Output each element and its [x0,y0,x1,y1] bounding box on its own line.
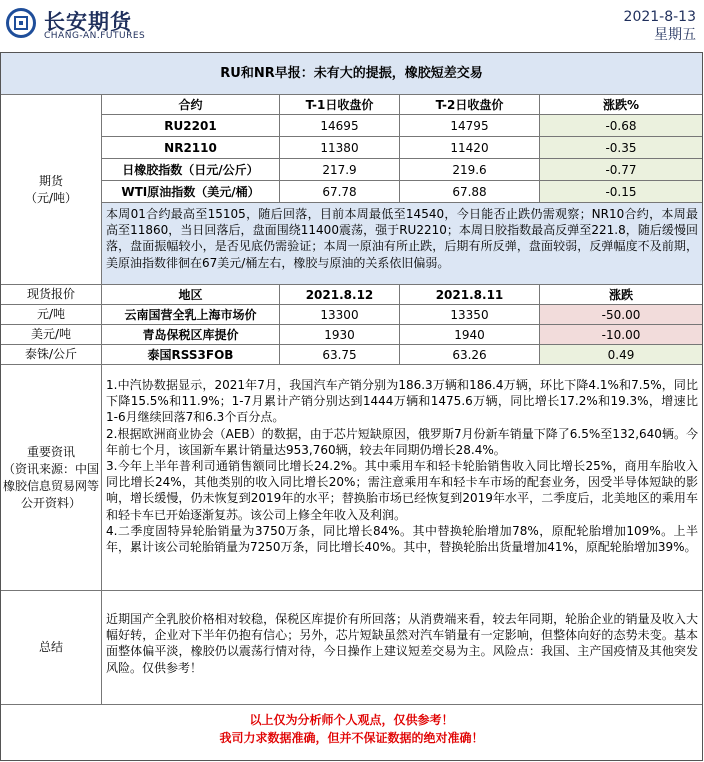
spot-row-unit: 元/吨 [1,305,102,325]
futures-label-title: 期货 [38,173,63,188]
futures-row-t2: 67.88 [400,181,540,203]
summary-label: 总结 [1,591,102,705]
brand-name: 长安期货 [44,10,132,34]
spot-row-d1: 1930 [280,325,400,345]
brand-name-en: CHANG-AN.FUTURES [44,31,146,41]
spot-row-d2: 1940 [400,325,540,345]
spot-row-d2: 13350 [400,305,540,325]
news-label-source: （资讯来源：中国橡胶信息贸易网等公开资料） [3,461,100,510]
disclaimer [1,705,702,760]
spot-row-unit: 美元/吨 [1,325,102,345]
futures-row-t1: 217.9 [280,159,400,181]
futures-row-change: -0.15 [540,181,702,203]
futures-col-change: 涨跌% [540,95,702,115]
futures-row-name: WTI原油指数（美元/桶） [102,181,280,203]
news-label [1,365,102,591]
spot-label: 现货报价 [1,285,102,305]
spot-col-change: 涨跌 [540,285,702,305]
futures-col-t2: T-2日收盘价 [400,95,540,115]
futures-row-t2: 14795 [400,115,540,137]
spot-row-d1: 63.75 [280,345,400,365]
report-date [624,8,696,44]
futures-row-change: -0.68 [540,115,702,137]
spot-row-name: 泰国RSS3FOB [102,345,280,365]
news-label-title: 重要资讯 [26,444,75,459]
futures-comment: 本周01合约最高至15105，随后回落，目前本周最低至14540，今日能否止跌仍需观察；NR10合约，本周最高至11860，当日回落后，盘面围绕11400震荡，强于RU2210；本周日胶指数最高反弹至221.8，随后缓慢回落，盘面振幅较小，是否见底仍需验证；本周一原油有所止跌，后期有所反弹，盘面较弱，反弹幅度不及前期，美原油指数徘徊在67美元/桶左右，橡胶与原油的关系依旧偏弱。 [102,203,702,285]
spot-row-change: -50.00 [540,305,702,325]
date-text: 2021-8-13 [623,9,696,25]
futures-label-unit: （元/吨） [24,190,78,205]
futures-row-t2: 219.6 [400,159,540,181]
futures-row-change: -0.77 [540,159,702,181]
futures-col-t1: T-1日收盘价 [280,95,400,115]
futures-col-contract: 合约 [102,95,280,115]
spot-row-name: 云南国营全乳上海市场价 [102,305,280,325]
news-content: 1.中汽协数据显示，2021年7月，我国汽车产销分别为186.3万辆和186.4万辆，环比下降4.1%和7.5%，同比下降15.5%和11.9%；1-7月累计产销分别达到1444万辆和1475.6万辆，同比增长17.2%和19.3%，增速比1-6月继续回落7和6.3个百分点。 2.根据欧洲商业协会（AEB）的数据，由于芯片短缺原因，俄罗斯7月份新车销量下降了6.5%至132,640辆。今年前七个月，该国新车累计销量达953,760辆，较去年同期仍增长28.4%。 3.今年上半年普利司通销售额同比增长24.2%。其中乘用车和轻卡轮胎销售收入同比增长25%，商用车胎收入同比增长24%，其他类别的收入同比增长20%；需注意乘用车和轻卡车市场的配套业务，因受半导体短缺的影响，增长缓慢，仍未恢复到2019年的水平；替换胎市场已经恢复到2019年水平，二季度后，北美地区的乘用车和轻卡车已开始逐渐复苏。该公司上修全年收入及利润。 4.二季度固特异轮胎销量为3750万条，同比增长84%。其中替换轮胎增加78%，原配轮胎增加109%。上半年，累计该公司轮胎销量为7250万条，同比增长40%。其中，替换轮胎出货量增加41%，原配轮胎增加39%。 [102,365,702,591]
spot-col-d1: 2021.8.12 [280,285,400,305]
spot-row-change: -10.00 [540,325,702,345]
futures-row-name: NR2110 [102,137,280,159]
spot-col-region: 地区 [102,285,280,305]
spot-row-unit: 泰铢/公斤 [1,345,102,365]
futures-row-name: RU2201 [102,115,280,137]
summary-content: 近期国产全乳胶价格相对较稳，保税区库提价有所回落；从消费端来看，较去年同期，轮胎企业的销量及收入大幅好转，企业对下半年仍抱有信心；另外，芯片短缺虽然对汽车销量有一定影响，但整体向好的态势未变。基本面整体偏平淡，橡胶仍以震荡行情对待，今日操作上建议短差交易为主。风险点：我国、主产国疫情及其他突发风险。仅供参考！ [102,591,702,705]
futures-row-t1: 11380 [280,137,400,159]
spot-col-d2: 2021.8.11 [400,285,540,305]
company-logo-icon [6,8,36,38]
spot-row-name: 青岛保税区库提价 [102,325,280,345]
futures-label [1,95,102,285]
spot-row-change: 0.49 [540,345,702,365]
disclaimer-line-2: 我司力求数据准确，但并不保证数据的绝对准确！ [219,731,484,745]
report-title: RU和NR早报：未有大的提振，橡胶短差交易 [1,53,702,95]
futures-row-change: -0.35 [540,137,702,159]
futures-row-t1: 14695 [280,115,400,137]
spot-row-d2: 63.26 [400,345,540,365]
futures-row-t1: 67.78 [280,181,400,203]
futures-row-name: 日橡胶指数（日元/公斤） [102,159,280,181]
spot-row-d1: 13300 [280,305,400,325]
page-header [0,0,704,50]
weekday-text: 星期五 [654,27,696,43]
disclaimer-line-1: 以上仅为分析师个人观点，仅供参考！ [249,713,454,727]
futures-row-t2: 11420 [400,137,540,159]
